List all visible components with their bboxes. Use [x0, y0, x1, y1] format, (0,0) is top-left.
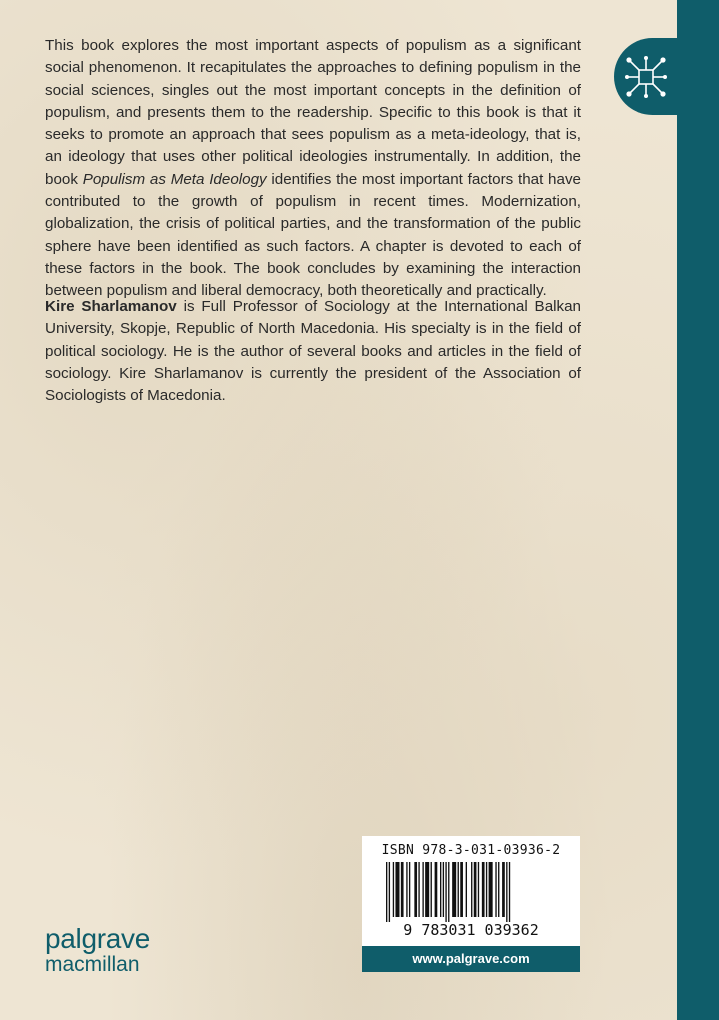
book-spine [677, 0, 719, 1020]
publisher-name-line1: palgrave [45, 923, 151, 954]
author-bio-text: is Full Professor of Sociology at the International Balkan University, Skopje, Republic of North Macedonia. His specialty is in the field of political sociology. He is the author of several books and articles in the field of sociology. Kire Sharlamanov is currently the president of the Association of Sociologists of Macedonia. [45, 298, 581, 405]
isbn-barcode-box [362, 836, 580, 946]
publisher-logo [45, 925, 150, 977]
barcode-icon [384, 862, 558, 922]
palgrave-network-icon [622, 53, 670, 101]
book-description [45, 35, 581, 303]
author-bio [45, 296, 581, 407]
description-part-1: This book explores the most important aspects of populism as a significant social phenomenon. It recapitulates the approaches to defining populism in the social sciences, singles out the most important concepts in the definition of populism, and presents them to the readership. Specific to this book is that it seeks to promote an approach that sees populism as a meta-ideology, that is, an ideology that uses other political ideologies instrumentally. In addition, the book [45, 37, 581, 188]
author-name: Kire Sharlamanov [45, 298, 177, 315]
publisher-name-line2: macmillan [45, 953, 140, 976]
barcode-digits: 9 783031 039362 [403, 921, 539, 939]
isbn-label: ISBN 978-3-031-03936-2 [381, 843, 561, 858]
description-part-2: identifies the most important factors that have contributed to the growth of populism in recent times. Modernization, globalization, the crisis of political parties, and the transformation of the public sphere have been identified as such factors. A chapter is devoted to each of these factors in the book. The book concludes by examining the interaction between populism and liberal democracy, both theoretically and practically. [45, 170, 581, 300]
book-title-italic: Populism as Meta Ideology [82, 170, 267, 188]
publisher-website-link[interactable]: www.palgrave.com [362, 946, 580, 972]
logo-badge [614, 38, 719, 115]
